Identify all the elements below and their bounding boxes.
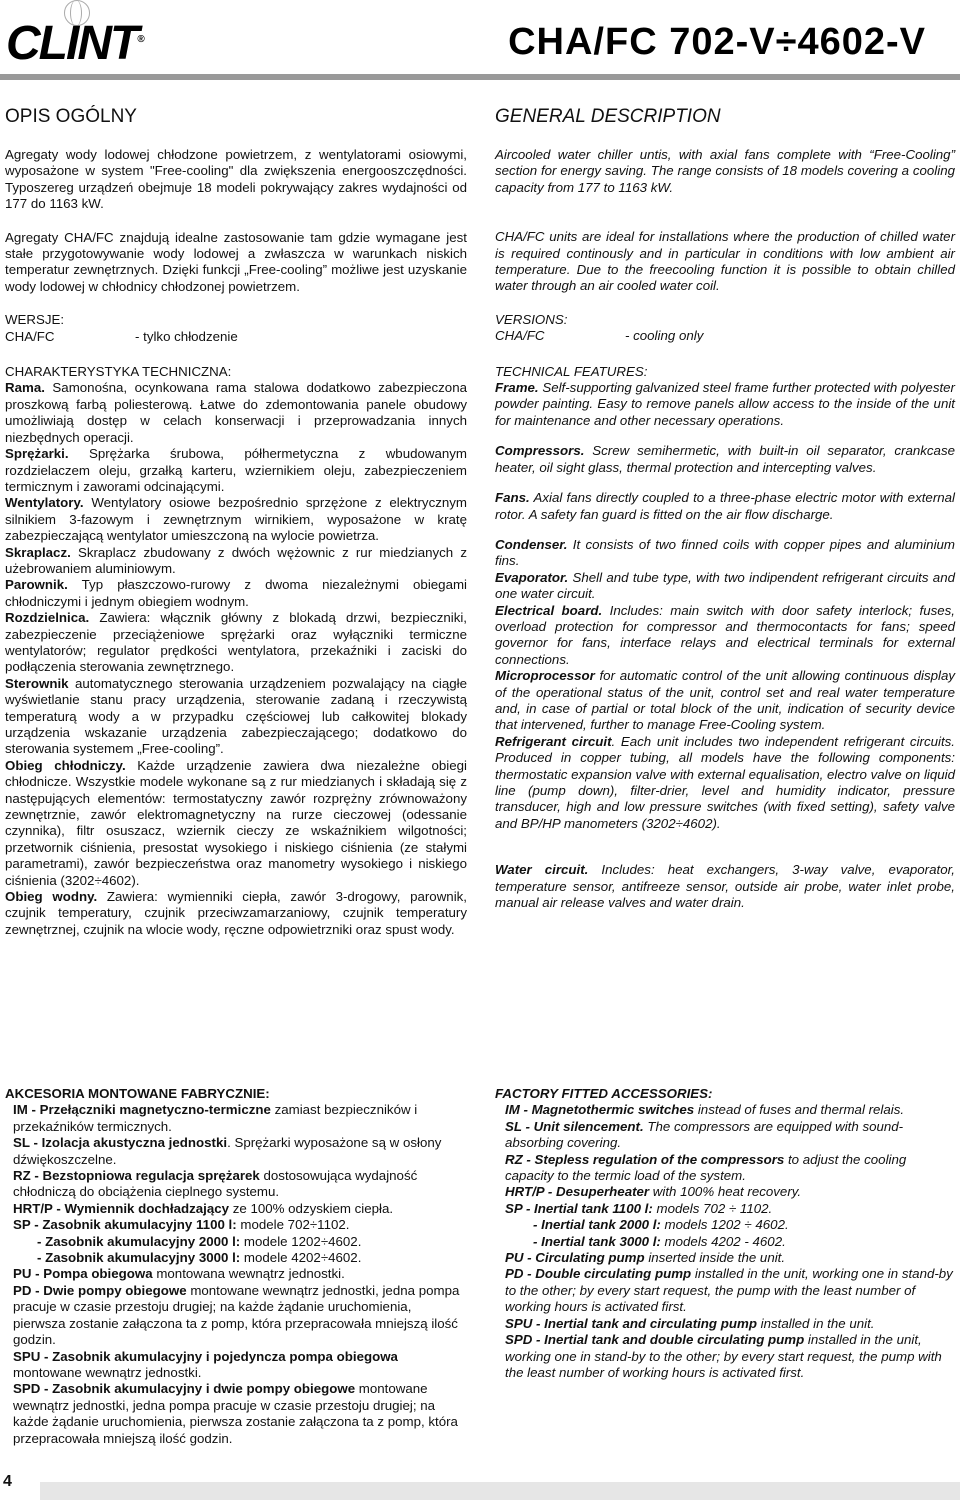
en-acc-sl: SL - Unit silencement. The compressors are equipped with sound-absorbing covering. [505, 1118, 904, 1151]
en-feature-water: Water circuit. Includes: heat exchangers, 3-way valve, evaporator, temperature sensor, antifreeze sensor, outside air probe, water inlet probe, manual air release valves and water drain. [495, 862, 955, 911]
pl-version-desc: - tylko chłodzenie [135, 328, 238, 344]
brand-logo: CLINT® [6, 17, 143, 70]
footer-bar [40, 1482, 960, 1500]
en-feature-refrigerant: Refrigerant circuit. Each unit includes two independent refrigerant circuits. Produced in copper tubing, all models have the following components: thermostatic expansion valve with external equalisation, electro valve on liquid line (pump down), filter-drier, level and humidity indicator, pressure transducer, high and low pressure switches (with fixed setting), safety valve and BP/HP manometers (3202÷4602). [495, 733, 956, 831]
pl-acc-sp1: SP - Zasobnik akumulacyjny 1100 l: modele 702÷1102. [13, 1217, 350, 1233]
en-acc-sp2: - Inertial tank 2000 l: models 1202 ÷ 4602. [533, 1217, 789, 1233]
pl-description-column [5, 106, 467, 938]
pl-intro-1: Agregaty wody lodowej chłodzone powietrzem, z wentylatorami osiowymi, wyposażone w system "Free-cooling" dla zwiększenia energooszczędności. Typoszereg urządzeń obejmuje 18 modeli pokrywający zakres wydajności od 177 do 1163 kW. [5, 147, 467, 212]
pl-version-row [5, 329, 467, 345]
en-title: GENERAL DESCRIPTION [495, 106, 721, 127]
pl-version-name: CHA/FC [5, 328, 55, 344]
pl-tech-title: CHARAKTERYSTYKA TECHNICZNA: [5, 364, 232, 380]
pl-feature-refrigerant: Obieg chłodniczy. Każde urządzenie zawiera dwa niezależne obiegi chłodnicze. Wszystkie modele wykonane są z rur miedzianych i składają się z następujących elementów: termostatyczny zawór rozprężny zrównoważony zewnętrznie, zawór elektromagnetyczny na rurze cieczowej (odessanie czynnika), filtr osuszacz, wziernik cieczy ze wskaźnikiem wilgotności; przetwornik ciśnienia, presostat wysokiego i niskiego ciśnienia (ze stałymi parametrami), zawór bezpieczeństwa oraz manometry wysokiego i niskiego ciśnienia (3202÷4602). [5, 757, 467, 888]
en-accessories-title: FACTORY FITTED ACCESSORIES: [495, 1086, 713, 1101]
en-accessories [495, 1086, 955, 1381]
en-intro-1: Aircooled water chiller untis, with axial fans complete with “Free-Cooling” section for energy saving. The range consists of 18 models covering a cooling capacity from 177 to 1163 kW. [495, 147, 955, 195]
en-feature-evaporator: Evaporator. Shell and tube type, with two indipendent refrigerant circuits and one water circuit. [495, 569, 955, 602]
en-feature-fans: Fans. Axial fans directly coupled to a three-phase electric motor with external rotor. A safety fan guard is fitted on the air flow discharge. [495, 490, 955, 522]
pl-feature-fans: Wentylatory. Wentylatory osiowe bezpośrednio sprzężone z elektrycznym silnikiem 3-fazowym i zewnętrznym wirnikiem, wyposażone w kratę zabezpieczającą wentylator umieszczoną na wylocie powietrza. [5, 495, 467, 544]
pl-acc-sp3: - Zasobnik akumulacyjny 3000 l: modele 4202÷4602. [37, 1250, 362, 1266]
model-title: CHA/FC 702-V÷4602-V [508, 21, 926, 63]
en-version-row [495, 328, 955, 344]
en-acc-im: IM - Magnetothermic switches instead of fuses and thermal relais. [505, 1102, 905, 1118]
pl-feature-frame: Rama. Samonośna, ocynkowana rama stalowa dodatkowo zabezpieczona proszkową farbą poliesterową. Łatwe do zdemontowania panele obudowy umożliwiają dostęp w celach konserwacji i przeprowadzania innych niezbędnych operacji. [5, 380, 467, 445]
en-acc-pu: PU - Circulating pump inserted inside the unit. [505, 1250, 786, 1266]
en-feature-frame: Frame. Self-supporting galvanized steel frame further protected with polyester powder painting. Easy to remove panels allow access to the inside of the unit for maintenance and other necessary operations. [495, 380, 955, 428]
en-version-name: CHA/FC [495, 328, 545, 344]
pl-acc-hrt: HRT/P - Wymiennik dochładzający ze 100% odzyskiem ciepła. [13, 1200, 394, 1216]
en-acc-hrt: HRT/P - Desuperheater with 100% heat recovery. [505, 1184, 802, 1200]
pl-accessories [5, 1086, 467, 1447]
pl-acc-im: IM - Przełączniki magnetyczno-termiczne zamiast bezpieczników i przekaźników termicznych. [13, 1102, 418, 1134]
en-versions-title: VERSIONS: [495, 311, 568, 327]
page-header [0, 0, 960, 72]
pl-feature-controller: Sterownik automatycznego sterowania urządzeniem pozwalający na ciągłe wyświetlanie stanu pracy urządzenia, sterowanie zadaną i rzeczywistą temperaturą wody a w przypadku częściowej lub całkowitej blokady urządzenia wskazanie urządzenia zabezpieczającego; dodatkowo do sterowania systemem „Free-cooling”. [5, 675, 467, 757]
en-intro-2: CHA/FC units are ideal for installations where the production of chilled water is required continously and in particular in conditions with low ambient air temperature. Due to the freecooling function it is possible to obtain chilled water through an air cooled water coil. [495, 229, 955, 294]
pl-title: OPIS OGÓLNY [5, 106, 137, 127]
pl-accessories-title: AKCESORIA MONTOWANE FABRYCZNIE: [5, 1086, 270, 1101]
en-feature-microprocessor: Microprocessor for automatic control of the unit allowing continuous display of the operational status of the unit, control set and real water temperature and, in case of partial or total block of the unit, indication of security device that intervened, further to manage Free-Cooling system. [495, 668, 955, 733]
en-feature-compressors: Compressors. Screw semihermetic, with built-in oil separator, crankcase heater, oil sight glass, thermal protection and intercepting valves. [495, 443, 955, 475]
en-acc-spd: SPD - Inertial tank and double circulating pump installed in the unit, working one in stand-by to the other; by every start request, the pump with the least number of working hours is activated first. [505, 1332, 942, 1380]
en-acc-rz: RZ - Stepless regulation of the compressors to adjust the cooling capacity to the termic load of the system. [505, 1151, 907, 1184]
pl-acc-spu: SPU - Zasobnik akumulacyjny i pojedyncza pompa obiegowa montowane wewnątrz jednostki. [13, 1348, 398, 1380]
en-acc-sp1: SP - Inertial tank 1100 l: models 702 ÷ 1102. [505, 1200, 773, 1216]
pl-feature-condenser: Skraplacz. Skraplacz zbudowany z dwóch wężownic z rur miedzianych z użebrowaniem aluminiowym. [5, 544, 467, 576]
pl-feature-electrical: Rozdzielnica. Zawiera: włącznik główny z blokadą drzwi, bezpieczniki, zabezpieczenie przeciążeniowe sprężarki oraz wyłączniki termiczne wentylatorów; regulator prędkości wentylatora, przekaźniki i zaciski do podłączenia sterowania zewnętrznego. [5, 610, 467, 675]
en-acc-spu: SPU - Inertial tank and circulating pump installed in the unit. [505, 1315, 875, 1331]
pl-intro-2: Agregaty CHA/FC znajdują idealne zastosowanie tam gdzie wymagane jest stałe przygotowywanie wody lodowej a zwłaszcza w warunkach niskich temperatur zewnętrznych. Dzięki funkcji „Free-cooling” możliwe jest uzyskanie wody lodowej w chłodnicy chłodzonej powietrzem. [5, 229, 467, 294]
en-description-column [495, 106, 955, 911]
pl-acc-sl: SL - Izolacja akustyczna jednostki. Sprężarki wyposażone są w osłony dźwiękoszczelne. [13, 1135, 442, 1167]
en-acc-sp3: - Inertial tank 3000 l: models 4202 - 4602. [533, 1233, 786, 1249]
en-tech-title: TECHNICAL FEATURES: [495, 363, 648, 379]
pl-acc-rz: RZ - Bezstopniowa regulacja sprężarek dostosowująca wydajność chłodniczą do obciążenia cieplnego systemu. [13, 1168, 418, 1200]
pl-acc-pd: PD - Dwie pompy obiegowe montowane wewnątrz jednostki, jedna pompa pracuje w czasie przestoju drugiej; na każde żądanie uruchomienia, pierwsza zostanie załączona ta z pomp, która przepracowała mniejszą ilość godzin. [13, 1282, 460, 1348]
pl-acc-sp2: - Zasobnik akumulacyjny 2000 l: modele 1202÷4602. [37, 1233, 362, 1249]
pl-feature-water: Obieg wodny. Zawiera: wymienniki ciepła, zawór 3-drogowy, parownik, czujnik temperatury, czujnik przeciwzamarzaniowy, czujnik temperatury zewnętrznej, czujnik na wlocie wody, ręczne odpowietrzniki oraz spust wody. [5, 889, 467, 937]
en-feature-electrical: Electrical board. Includes: main switch with door safety interlock; fuses, overload protection for compressor and thermocontacts for fans; speed governor for fans, interface relays and electrical terminals for external connections. [495, 602, 955, 667]
en-acc-pd: PD - Double circulating pump installed in the unit, working one in stand-by to the other; by every start request, the pump with the least number of working hours is activated first. [505, 1266, 953, 1315]
pl-feature-evaporator: Parownik. Typ płaszczowo-rurowy z dwoma niezależnymi obiegami chłodniczymi i jednym obiegiem wodnym. [5, 577, 467, 609]
pl-acc-pu: PU - Pompa obiegowa montowana wewnątrz jednostki. [13, 1266, 345, 1282]
pl-versions-title: WERSJE: [5, 312, 65, 328]
header-divider [0, 74, 960, 80]
en-feature-condenser: Condenser. It consists of two finned coils with copper pipes and aluminium fins. [495, 536, 955, 569]
pl-feature-compressors: Sprężarki. Sprężarka śrubowa, półhermetyczna z wbudowanym rozdzielaczem oleju, grzałką karteru, wziernikiem oleju, zabezpieczeniem termicznym i zaworami odcinającymi. [5, 446, 467, 494]
page-number: 4 [3, 1473, 12, 1490]
en-version-desc: - cooling only [625, 328, 704, 344]
pl-acc-spd: SPD - Zasobnik akumulacyjny i dwie pompy obiegowe montowane wewnątrz jednostki, jedna pompa pracuje w czasie przestoju drugiej; na każde żądanie uruchomienia, pierwsza zostanie załączona ta z pomp, która przepracowała mniejszą ilość godzin. [13, 1381, 458, 1446]
